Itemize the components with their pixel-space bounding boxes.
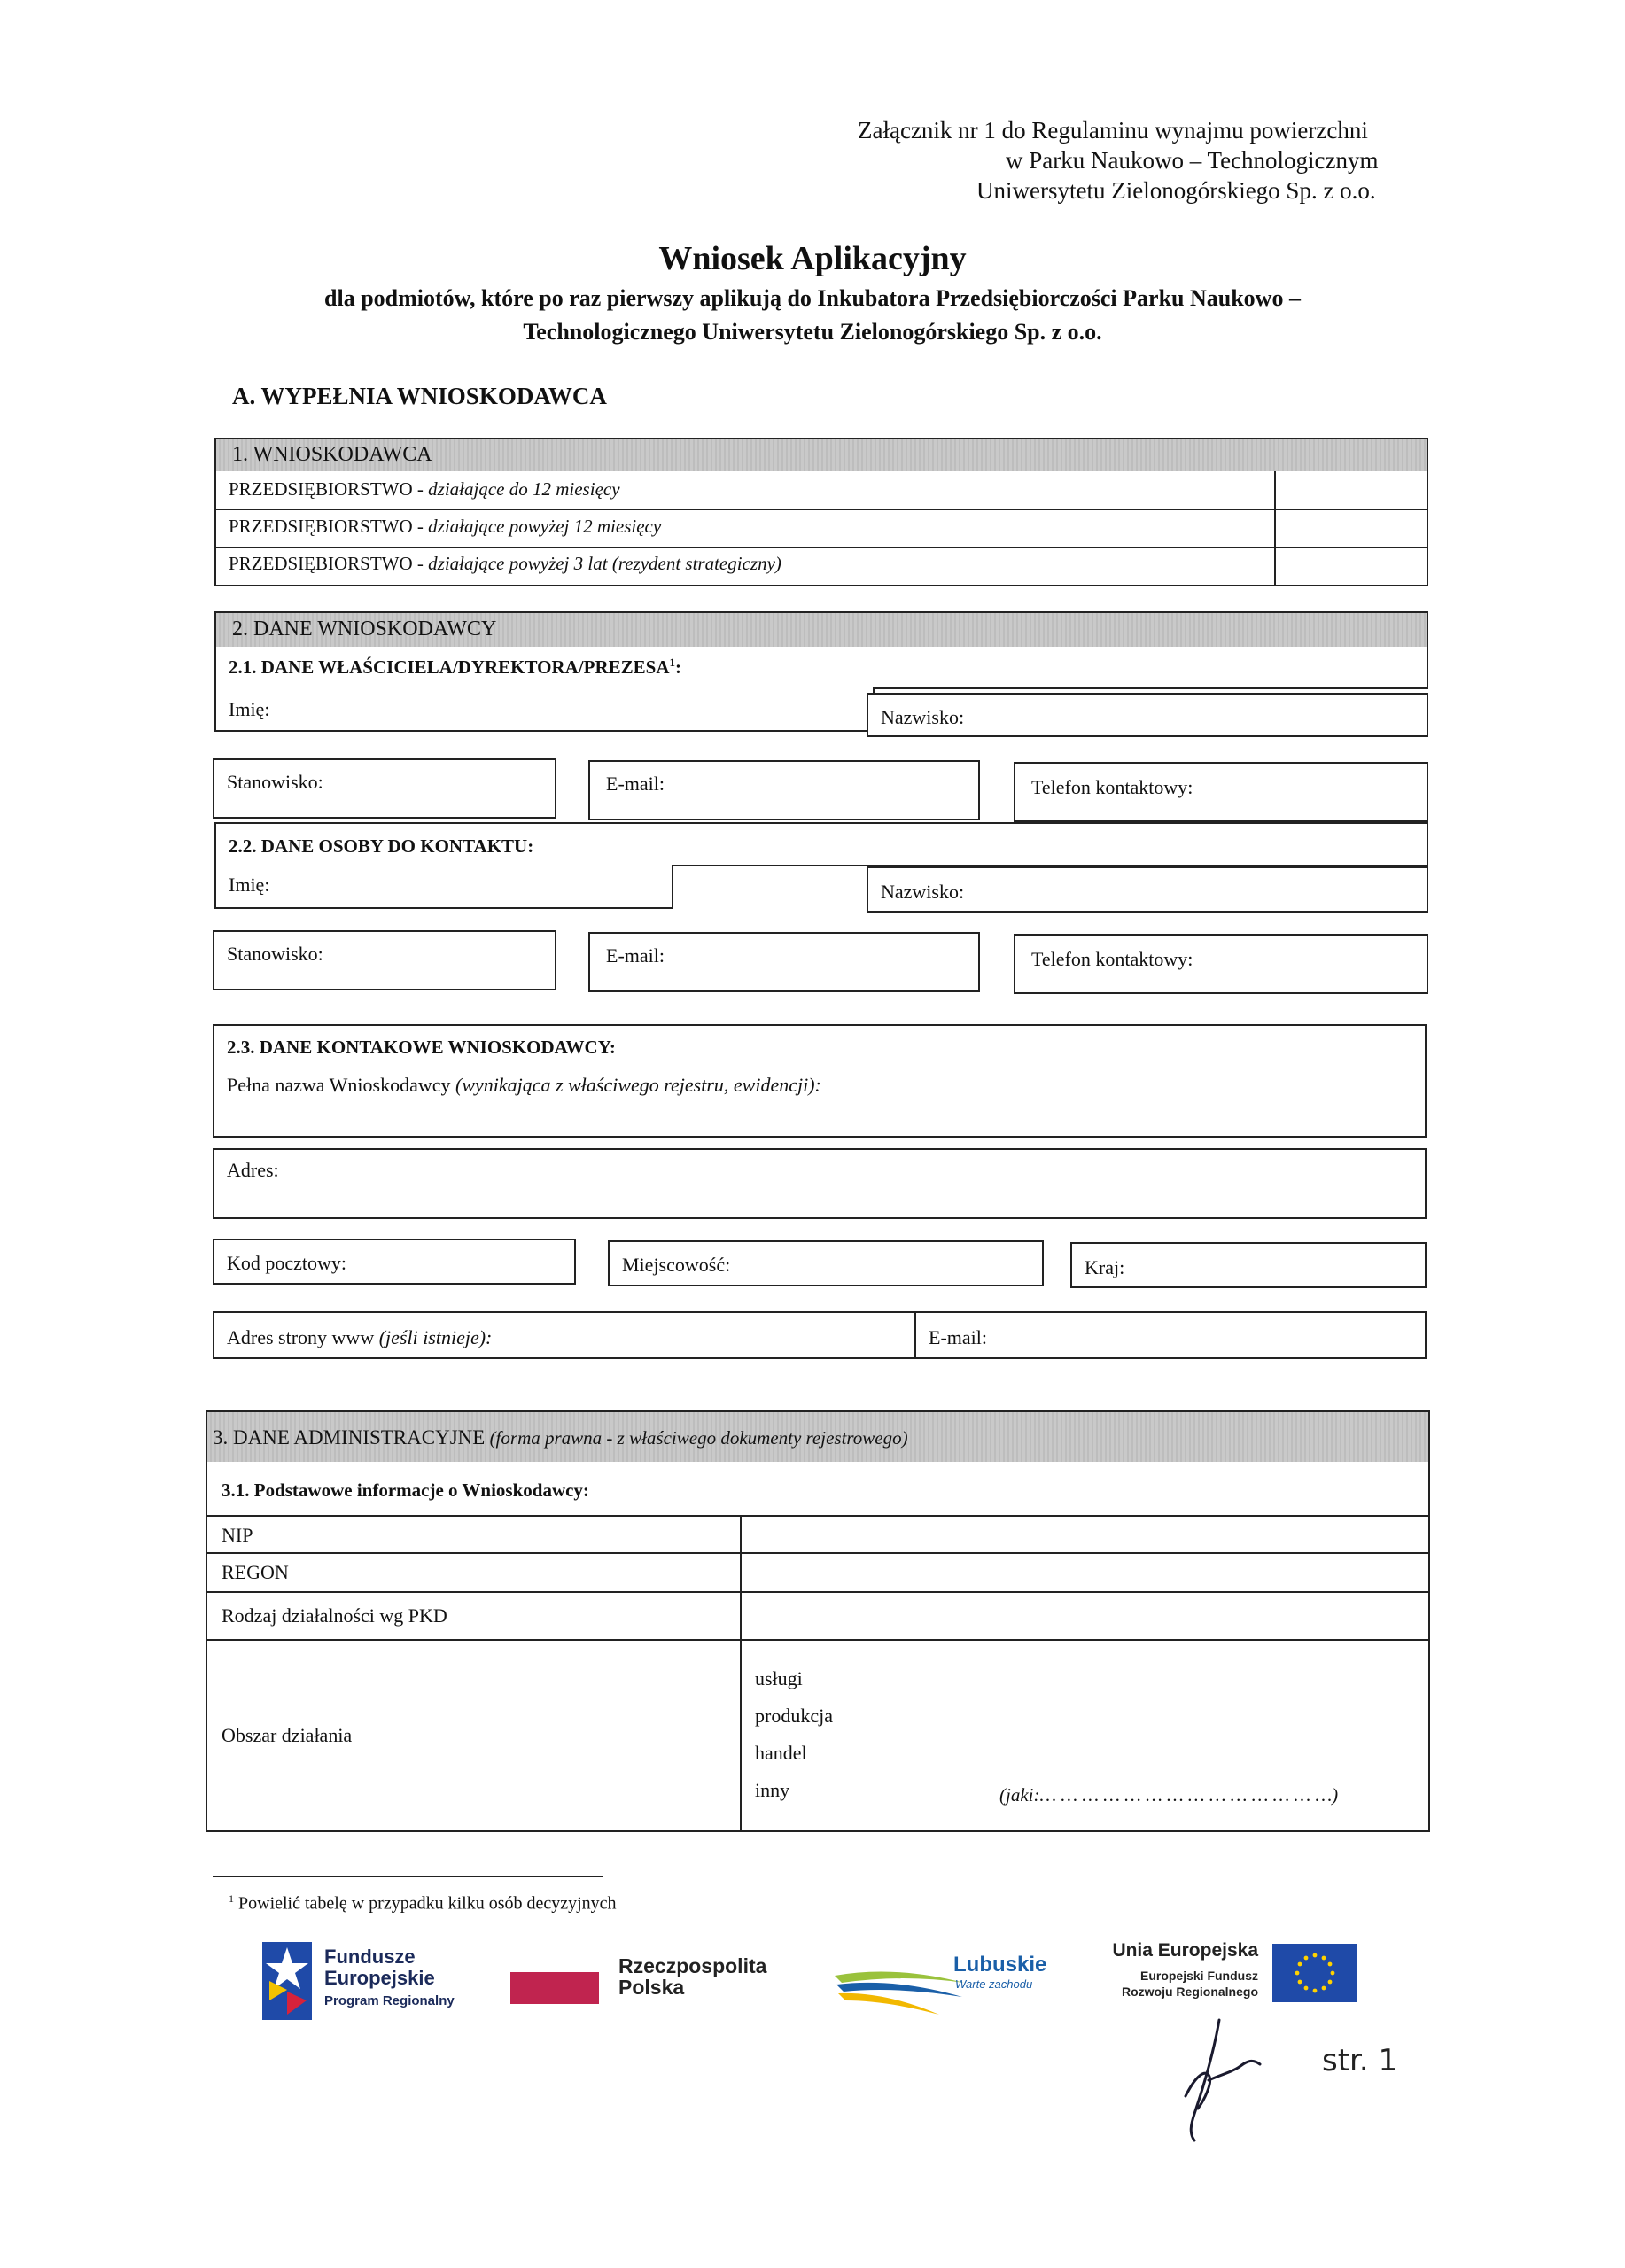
annex-line-1: Załącznik nr 1 do Regulaminu wynajmu powierzchni	[858, 117, 1368, 144]
section-2-title: 2. DANE WNIOSKODAWCY	[232, 617, 497, 641]
email-label: E-mail:	[929, 1326, 987, 1348]
fe-line-3: Program Regionalny	[324, 1993, 455, 2008]
nip-field[interactable]	[744, 1518, 1427, 1550]
annex-line-2: w Parku Naukowo – Technologicznym	[1006, 147, 1379, 174]
applicant-type-row-1: PRZEDSIĘBIORSTWO - działające do 12 miesięcy	[229, 478, 620, 500]
section-3-1-title: 3.1. Podstawowe informacje o Wnioskodawcy:	[222, 1480, 589, 1501]
section-2-2-header	[214, 822, 1428, 866]
website-field[interactable]	[213, 1311, 916, 1359]
row-divider	[206, 1639, 1430, 1641]
polish-flag-icon	[510, 1972, 599, 2004]
owner-first-name-field[interactable]	[214, 687, 875, 732]
contact-email-field[interactable]	[588, 932, 980, 992]
footnote-rule	[213, 1876, 603, 1877]
eu-flag-icon	[1272, 1944, 1357, 2002]
fe-line-1: Fundusze	[324, 1946, 416, 1968]
country-field[interactable]	[1070, 1242, 1427, 1288]
regon-field[interactable]	[744, 1556, 1427, 1589]
owner-last-name-field[interactable]	[867, 693, 1428, 737]
website-label: Adres strony www (jeśli istnieje):	[227, 1326, 493, 1348]
page-number: str. 1	[1322, 2043, 1398, 2078]
lubuskie-line-1: Lubuskie	[953, 1953, 1047, 1977]
area-option-trade[interactable]: handel	[755, 1742, 807, 1764]
section-2-1-title: 2.1. DANE WŁAŚCICIELA/DYREKTORA/PREZESA$^1$:	[229, 656, 681, 678]
address-field[interactable]	[213, 1148, 1427, 1219]
applicant-type-checkbox-2[interactable]	[1278, 512, 1427, 544]
section-3-header	[206, 1410, 1430, 1464]
section-1-divider	[1274, 471, 1276, 586]
section-2-1-header	[214, 647, 1428, 689]
operating-area-label: Obszar działania	[222, 1724, 353, 1746]
row-divider	[206, 1591, 1430, 1593]
city-field[interactable]	[608, 1240, 1044, 1286]
applicant-email-field[interactable]	[914, 1311, 1427, 1359]
contact-phone-field[interactable]	[1014, 934, 1428, 994]
fe-star-icon	[262, 1942, 312, 2020]
fe-line-2: Europejskie	[324, 1967, 435, 1989]
country-label: Kraj:	[1085, 1256, 1125, 1278]
section-3-table	[206, 1462, 1430, 1832]
row-divider	[206, 1515, 1430, 1517]
section-2-3-title: 2.3. DANE KONTAKOWE WNIOSKODAWCY:	[227, 1037, 616, 1058]
first-name-label: Imię:	[229, 698, 270, 720]
contact-first-name-field[interactable]	[214, 865, 673, 909]
pkd-field[interactable]	[744, 1595, 1427, 1637]
section-1-title: 1. WNIOSKODAWCA	[232, 443, 432, 466]
other-specify-field[interactable]: (jaki:… … … … … … … … … … … … … …)	[999, 1784, 1339, 1806]
row-divider	[206, 1552, 1430, 1554]
address-label: Adres:	[227, 1159, 279, 1181]
last-name-label: Nazwisko:	[881, 881, 965, 903]
area-option-production[interactable]: produkcja	[755, 1705, 833, 1727]
area-option-services[interactable]: usługi	[755, 1667, 803, 1689]
contact-last-name-field[interactable]	[867, 866, 1428, 913]
applicant-type-checkbox-1[interactable]	[1278, 475, 1427, 507]
unia-europejska-logo	[1099, 1940, 1365, 2020]
rp-line-1: Rzeczpospolita	[618, 1954, 767, 1977]
fundusze-europejskie-logo	[262, 1942, 466, 2022]
pkd-label: Rodzaj działalności wg PKD	[222, 1604, 447, 1627]
postal-code-field[interactable]	[213, 1239, 576, 1285]
phone-label: Telefon kontaktowy:	[1031, 948, 1193, 970]
column-divider	[740, 1515, 742, 1832]
section-3-title: 3. DANE ADMINISTRACYJNE (forma prawna - z właściwego dokumenty rejestrowego)	[213, 1426, 908, 1449]
owner-email-field[interactable]	[588, 760, 980, 820]
lubuskie-line-2: Warte zachodu	[955, 1977, 1033, 1991]
applicant-full-name-field[interactable]	[213, 1065, 1427, 1138]
form-subtitle-1: dla podmiotów, które po raz pierwszy aplikują do Inkubatora Przedsiębiorczości Parku Naukowo –	[324, 285, 1301, 311]
phone-label: Telefon kontaktowy:	[1031, 776, 1193, 798]
owner-position-field[interactable]	[213, 758, 556, 819]
first-name-label: Imię:	[229, 874, 270, 896]
section-2-2-title: 2.2. DANE OSOBY DO KONTAKTU:	[229, 835, 534, 857]
applicant-type-row-2: PRZEDSIĘBIORSTWO - działające powyżej 12 miesięcy	[229, 516, 662, 537]
email-label: E-mail:	[606, 944, 665, 967]
rp-line-2: Polska	[618, 1976, 685, 1999]
owner-phone-field[interactable]	[1014, 762, 1428, 822]
email-label: E-mail:	[606, 773, 665, 795]
handwritten-signature	[1168, 2016, 1265, 2149]
lubuskie-logo	[833, 1946, 1054, 2025]
form-subtitle-2: Technologicznego Uniwersytetu Zielonogórskiego Sp. z o.o.	[523, 319, 1102, 345]
city-label: Miejscowość:	[622, 1254, 731, 1276]
ue-line-1: Unia Europejska	[1112, 1940, 1258, 1961]
ue-line-3: Rozwoju Regionalnego	[1122, 1984, 1258, 1999]
regon-label: REGON	[222, 1561, 289, 1583]
ue-line-2: Europejski Fundusz	[1139, 1969, 1258, 1983]
section-2-3-header	[213, 1024, 1427, 1067]
nip-label: NIP	[222, 1524, 253, 1546]
rzeczpospolita-polska-logo	[510, 1946, 776, 2025]
row-divider	[214, 547, 1428, 548]
last-name-label: Nazwisko:	[881, 706, 965, 728]
applicant-type-checkbox-3[interactable]	[1278, 549, 1427, 583]
position-label: Stanowisko:	[227, 943, 323, 965]
section-1-header	[214, 438, 1428, 473]
annex-line-3: Uniwersytetu Zielonogórskiego Sp. z o.o.	[976, 177, 1376, 204]
section-a-heading: A. WYPEŁNIA WNIOSKODAWCA	[232, 383, 607, 409]
section-2-header	[214, 611, 1428, 649]
row-divider	[214, 509, 1428, 510]
postal-code-label: Kod pocztowy:	[227, 1252, 347, 1274]
applicant-type-row-3: PRZEDSIĘBIORSTWO - działające powyżej 3 lat (rezydent strategiczny)	[229, 553, 781, 574]
area-option-other[interactable]: inny	[755, 1779, 790, 1801]
contact-position-field[interactable]	[213, 930, 556, 990]
lubuskie-wave-icon	[833, 1956, 966, 2018]
position-label: Stanowisko:	[227, 771, 323, 793]
footnote: $^1$ Powielić tabelę w przypadku kilku osób decyzyjnych	[229, 1892, 617, 1914]
form-title: Wniosek Aplikacyjny	[658, 240, 967, 277]
full-name-label: Pełna nazwa Wnioskodawcy (wynikająca z właściwego rejestru, ewidencji):	[227, 1074, 821, 1096]
